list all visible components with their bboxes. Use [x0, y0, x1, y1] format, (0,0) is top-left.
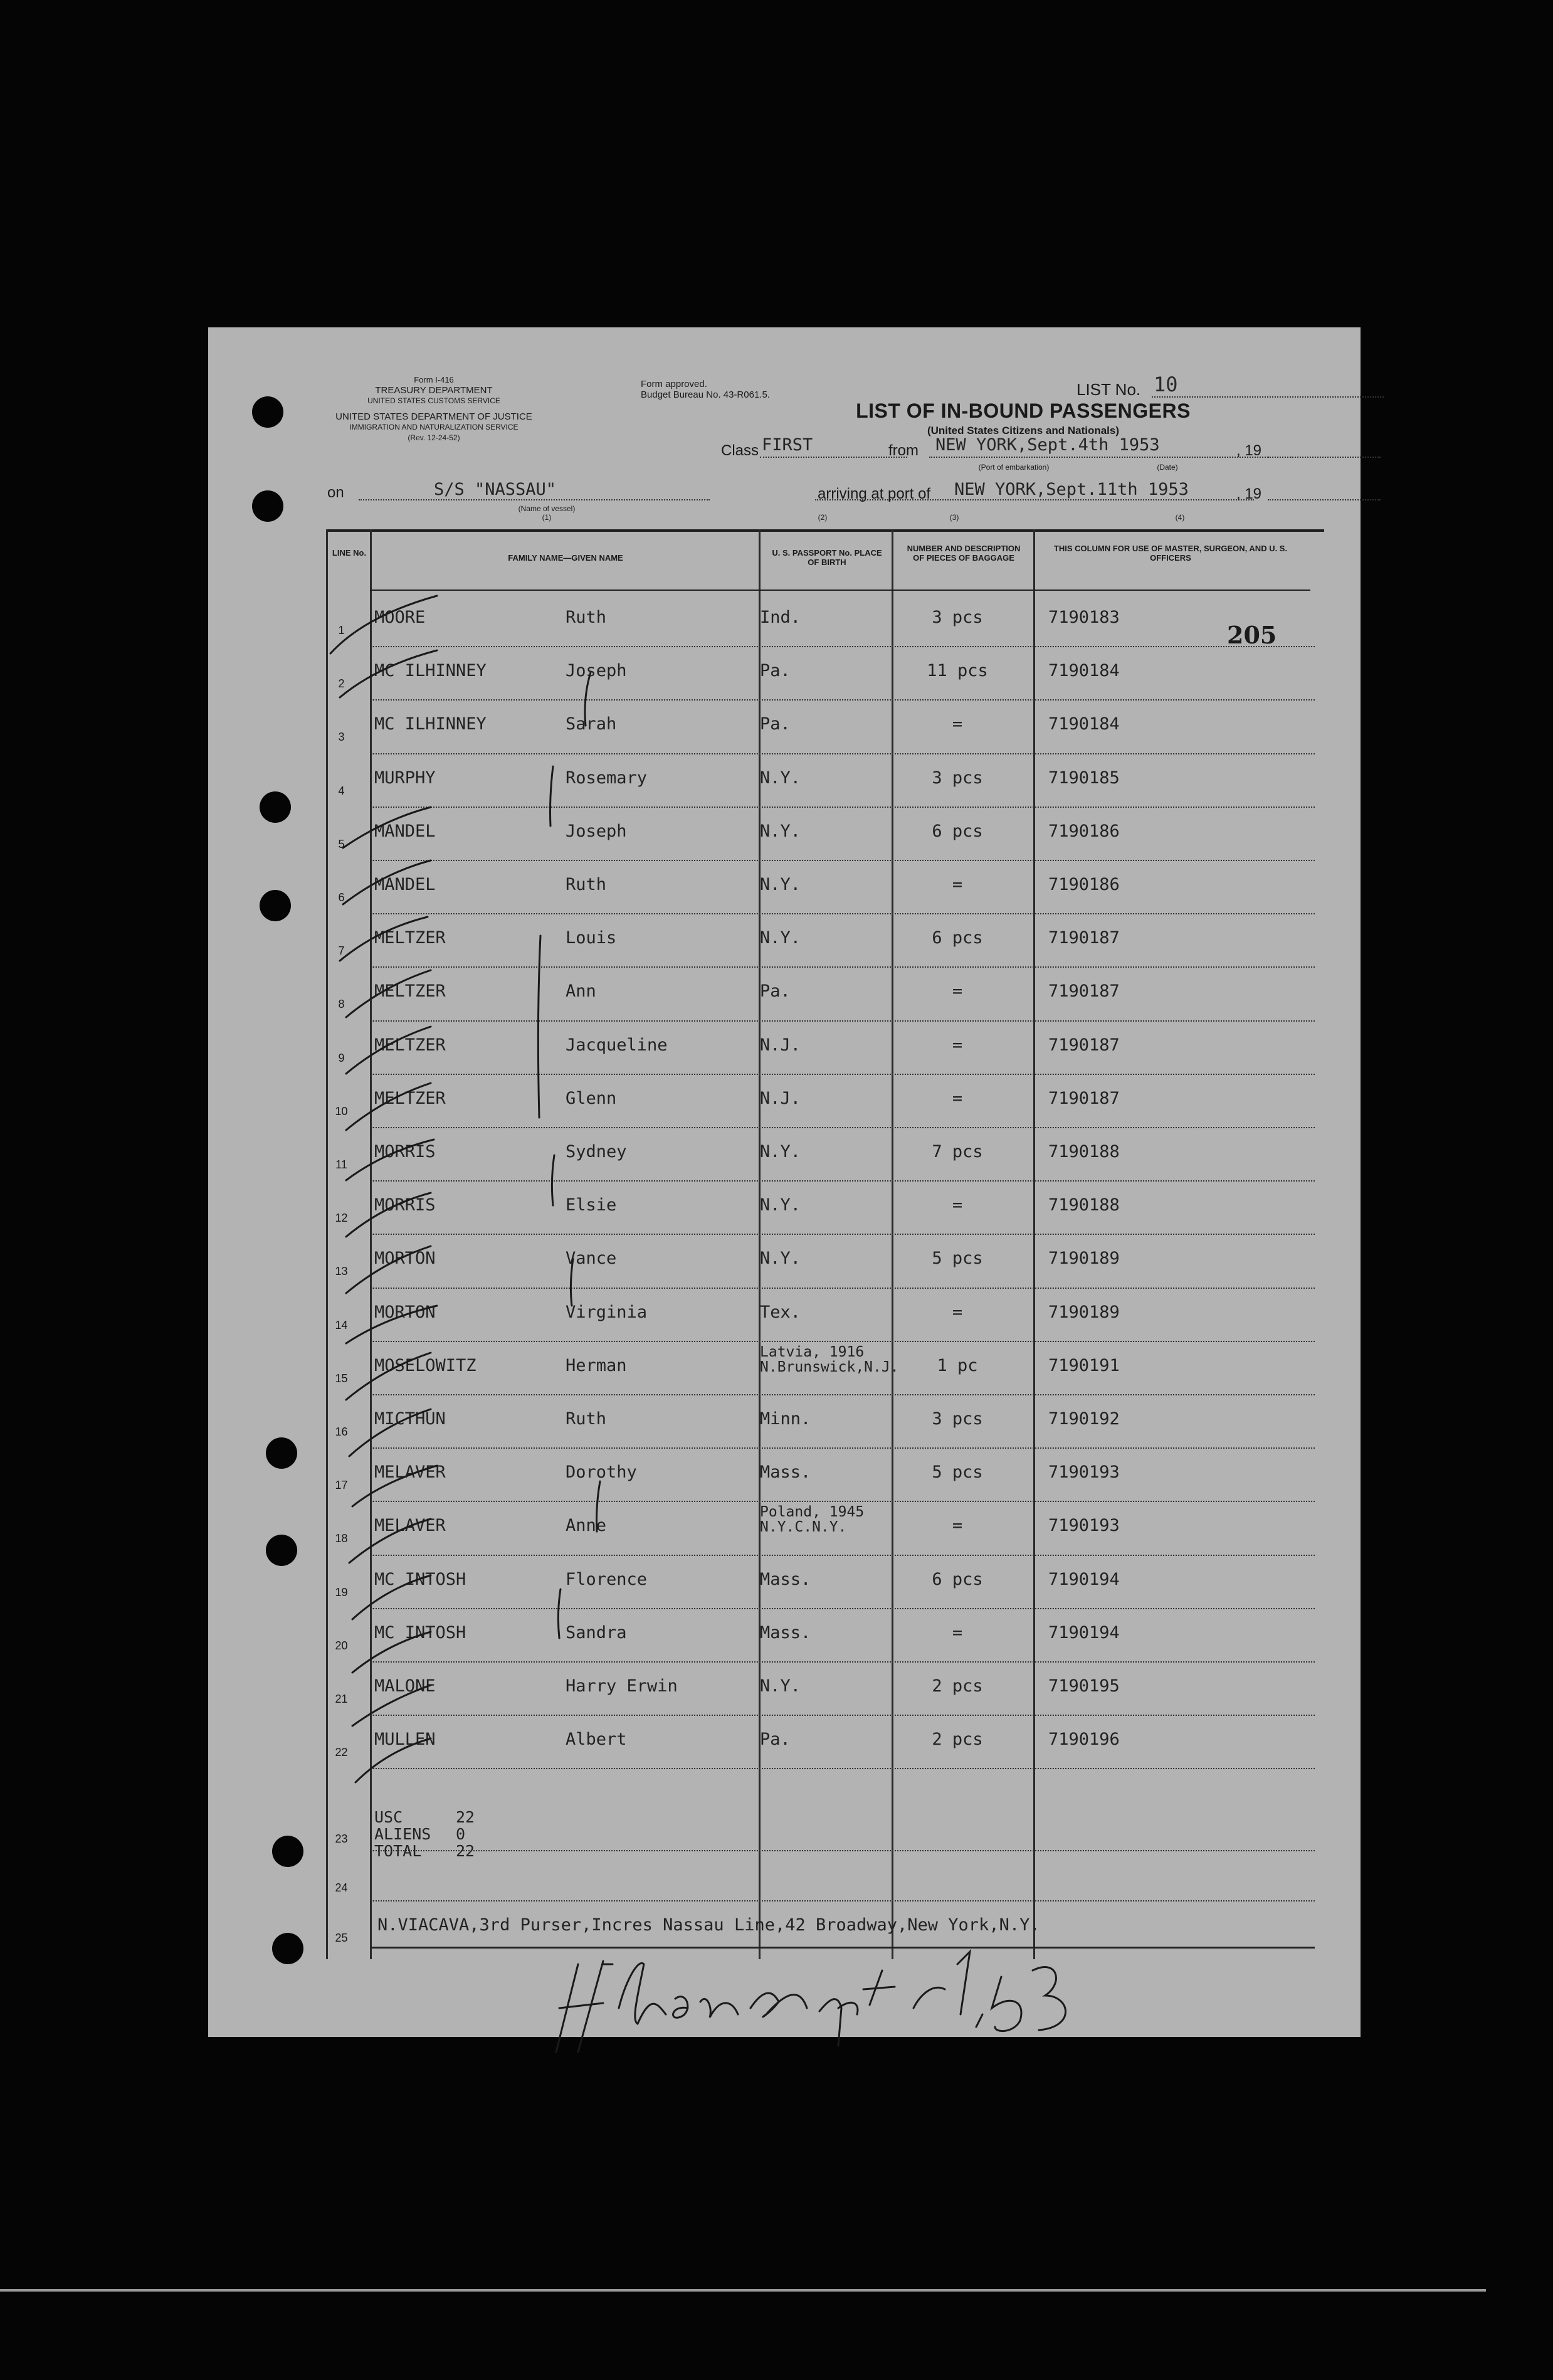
- class-value: FIRST: [762, 435, 813, 455]
- officer-number: 7190187: [1048, 981, 1120, 1002]
- officer-number: 7190188: [1048, 1142, 1120, 1161]
- baggage-count: =: [952, 1195, 963, 1215]
- line-number: 15: [335, 1372, 348, 1385]
- officer-number: 7190193: [1048, 1516, 1120, 1536]
- line-number: 1: [338, 624, 345, 637]
- line-number: 9: [338, 1051, 345, 1064]
- officer-number: 7190186: [1048, 875, 1120, 894]
- family-name: MC INTOSH: [374, 1622, 466, 1642]
- baggage-count: 7 pcs: [932, 1142, 983, 1161]
- aliens-count: 0: [456, 1825, 466, 1843]
- table-row: [338, 914, 1315, 968]
- table-row: [335, 1556, 1315, 1609]
- line-number: 24: [335, 1881, 348, 1894]
- header-name: FAMILY NAME—GIVEN NAME: [508, 553, 623, 563]
- officer-number: 7190194: [1048, 1622, 1120, 1642]
- family-name: MANDEL: [374, 821, 436, 841]
- table-row: [335, 1395, 1315, 1449]
- line-number: 19: [335, 1585, 348, 1599]
- baggage-count: =: [952, 981, 963, 1002]
- officer-number: 7190187: [1048, 1035, 1120, 1055]
- given-name: Florence: [566, 1569, 648, 1589]
- officer-number: 7190186: [1048, 821, 1120, 841]
- punch-hole: [266, 1535, 297, 1566]
- table-row: [338, 594, 1315, 647]
- baggage-count: 5 pcs: [932, 1249, 983, 1269]
- family-name: MURPHY: [374, 768, 436, 788]
- given-name: Herman: [566, 1355, 627, 1375]
- family-name: MULLEN: [374, 1730, 436, 1750]
- arriving-line: [815, 499, 1254, 500]
- given-name: Ruth: [566, 608, 607, 627]
- from-label: from: [888, 442, 919, 459]
- officer-number: 7190189: [1048, 1249, 1120, 1269]
- place-of-birth: Pa.: [760, 1730, 791, 1750]
- list-no-value: 10: [1154, 373, 1178, 396]
- baggage-count: 6 pcs: [932, 821, 983, 841]
- scan-edge: [0, 2289, 1486, 2292]
- family-name: MELTZER: [374, 928, 446, 948]
- table-row: [338, 647, 1315, 701]
- baggage-count: 3 pcs: [932, 768, 983, 788]
- place-of-birth: N.Y.: [760, 1249, 801, 1269]
- officer-number: 7190194: [1048, 1569, 1120, 1589]
- table-row: [335, 1289, 1315, 1342]
- customs-service: UNITED STATES CUSTOMS SERVICE: [367, 396, 500, 405]
- year-suffix: , 19: [1236, 442, 1262, 459]
- baggage-count: =: [952, 875, 963, 894]
- officer-number: 7190191: [1048, 1355, 1120, 1375]
- given-name: Virginia: [566, 1302, 648, 1322]
- punch-hole: [260, 791, 291, 823]
- line-number: 2: [338, 677, 345, 690]
- table-row-24: [335, 1851, 1315, 1901]
- line-number: 13: [335, 1265, 348, 1278]
- table-row-25: [335, 1901, 1315, 1949]
- place-of-birth: Poland, 1945 N.Y.C.N.Y.: [760, 1504, 865, 1536]
- punch-hole: [272, 1836, 303, 1867]
- given-name: Harry Erwin: [566, 1676, 678, 1696]
- line-number: 5: [338, 837, 345, 850]
- family-name: MORRIS: [374, 1142, 436, 1161]
- table-row: [335, 1609, 1315, 1663]
- purser-line: N.VIACAVA,3rd Purser,Incres Nassau Line,42 Broadway,New York,N.Y.: [377, 1915, 1040, 1935]
- table-row: [338, 754, 1315, 808]
- table-row: [335, 1235, 1315, 1288]
- baggage-count: =: [952, 714, 963, 734]
- form-agency-block: [315, 374, 553, 443]
- family-name: MELAVER: [374, 1462, 446, 1483]
- given-name: Vance: [566, 1249, 617, 1269]
- line-number: 12: [335, 1212, 348, 1225]
- given-name: Glenn: [566, 1088, 617, 1108]
- baggage-count: =: [952, 1088, 963, 1108]
- total-count: 22: [456, 1842, 475, 1860]
- family-name: MALONE: [374, 1676, 436, 1696]
- family-name: MORRIS: [374, 1195, 436, 1215]
- family-name: MC ILHINNEY: [374, 714, 487, 734]
- line-number: 17: [335, 1479, 348, 1492]
- baggage-count: =: [952, 1035, 963, 1055]
- column-number-2: (2): [818, 513, 828, 522]
- form-approved-text: Form approved.: [641, 379, 707, 389]
- page-subtitle: (United States Citizens and Nationals): [927, 425, 1120, 436]
- baggage-count: 2 pcs: [932, 1676, 983, 1696]
- place-of-birth: Tex.: [760, 1302, 801, 1322]
- place-of-birth: N.J.: [760, 1088, 801, 1108]
- given-name: Elsie: [566, 1195, 617, 1215]
- place-of-birth: Mass.: [760, 1462, 811, 1483]
- header-baggage: NUMBER AND DESCRIPTION OF PIECES OF BAGGAGE: [907, 544, 1021, 563]
- usc-count: 22: [456, 1808, 475, 1826]
- form-revision: (Rev. 12-24-52): [408, 433, 460, 442]
- table-top-rule: [326, 529, 1324, 532]
- table-row: [338, 968, 1315, 1021]
- family-name: MC INTOSH: [374, 1569, 466, 1589]
- table-row-23: [335, 1807, 1315, 1860]
- baggage-count: 3 pcs: [932, 608, 983, 627]
- family-name: MORTON: [374, 1249, 436, 1269]
- table-row: [338, 808, 1315, 861]
- place-of-birth: N.Y.: [760, 875, 801, 894]
- header-bottom-rule: [370, 590, 1310, 591]
- officer-number: 7190184: [1048, 661, 1120, 681]
- total-label: TOTAL: [374, 1842, 422, 1860]
- given-name: Ruth: [566, 875, 607, 894]
- given-name: Jacqueline: [566, 1035, 668, 1055]
- from-value: NEW YORK,Sept.4th 1953: [935, 435, 1160, 455]
- baggage-count: =: [952, 1516, 963, 1536]
- aliens-label: ALIENS: [374, 1825, 431, 1843]
- place-of-birth: N.Y.: [760, 928, 801, 948]
- place-of-birth: Minn.: [760, 1409, 811, 1429]
- family-name: MELTZER: [374, 981, 446, 1002]
- family-name: MOSELOWITZ: [374, 1355, 476, 1375]
- handwritten-signature: [544, 1945, 1133, 2058]
- line-number: 16: [335, 1425, 348, 1438]
- officer-number: 7190187: [1048, 928, 1120, 948]
- table-row: [338, 701, 1315, 754]
- justice-dept: UNITED STATES DEPARTMENT OF JUSTICE: [335, 411, 532, 422]
- header-passport: U. S. PASSPORT No. PLACE OF BIRTH: [772, 548, 882, 567]
- officer-number: 7190195: [1048, 1676, 1120, 1696]
- given-name: Sandra: [566, 1622, 627, 1642]
- given-name: Ann: [566, 981, 596, 1002]
- vessel-name: S/S "NASSAU": [434, 480, 557, 499]
- place-of-birth: N.Y.: [760, 1142, 801, 1161]
- given-name: Anne: [566, 1516, 607, 1536]
- table-row: [335, 1075, 1315, 1128]
- place-of-birth: N.Y.: [760, 1676, 801, 1696]
- officer-number: 7190196: [1048, 1730, 1120, 1750]
- place-of-birth: Mass.: [760, 1622, 811, 1642]
- punch-hole: [266, 1437, 297, 1469]
- form-approval: [641, 379, 835, 400]
- place-of-birth: N.Y.: [760, 768, 801, 788]
- place-of-birth: Mass.: [760, 1569, 811, 1589]
- baggage-count: 3 pcs: [932, 1409, 983, 1429]
- on-label: on: [327, 484, 344, 501]
- officer-number: 7190189: [1048, 1302, 1120, 1322]
- treasury-dept: TREASURY DEPARTMENT: [375, 385, 493, 396]
- table-row: [335, 1342, 1315, 1395]
- table-row: [335, 1449, 1315, 1502]
- arriving-label: arriving at port of: [818, 485, 931, 502]
- given-name: Joseph: [566, 661, 627, 681]
- list-no-line: [1152, 396, 1384, 398]
- baggage-count: 2 pcs: [932, 1730, 983, 1750]
- officer-number: 7190188: [1048, 1195, 1120, 1215]
- place-of-birth: Latvia, 1916 N.Brunswick,N.J.: [760, 1343, 899, 1375]
- baggage-count: 11 pcs: [927, 661, 988, 681]
- family-name: MELAVER: [374, 1516, 446, 1536]
- officer-number: 7190193: [1048, 1462, 1120, 1483]
- baggage-count: 6 pcs: [932, 1569, 983, 1589]
- table-row: [338, 1022, 1315, 1075]
- arriving-year-line: [1268, 499, 1381, 500]
- officer-number: 7190187: [1048, 1088, 1120, 1108]
- place-of-birth: Pa.: [760, 661, 791, 681]
- usc-label: USC: [374, 1808, 403, 1826]
- baggage-count: =: [952, 1622, 963, 1642]
- ins-service: IMMIGRATION AND NATURALIZATION SERVICE: [349, 423, 519, 431]
- budget-bureau: Budget Bureau No. 43-R061.5.: [641, 389, 770, 400]
- class-label: Class: [721, 442, 759, 459]
- officer-number: 7190184: [1048, 714, 1120, 734]
- family-name: MELTZER: [374, 1088, 446, 1108]
- family-name: MC ILHINNEY: [374, 661, 487, 681]
- line-number: 20: [335, 1639, 348, 1652]
- line-number: 4: [338, 784, 345, 797]
- officer-number: 7190185: [1048, 768, 1120, 788]
- class-line: [760, 457, 907, 458]
- line-number: 6: [338, 891, 345, 904]
- year-line: [1268, 457, 1381, 458]
- officer-number: 7190192: [1048, 1409, 1120, 1429]
- baggage-count: 6 pcs: [932, 928, 983, 948]
- page-stamp-number: 205: [1227, 621, 1277, 649]
- list-no-label: LIST No.: [1077, 380, 1141, 399]
- baggage-count: 5 pcs: [932, 1462, 983, 1483]
- line-number: 23: [335, 1833, 348, 1845]
- manifest-page: [208, 327, 1361, 2037]
- port-embarkation-label: (Port of embarkation): [978, 463, 1050, 472]
- family-name: MOORE: [374, 608, 426, 627]
- family-name: MANDEL: [374, 875, 436, 894]
- vessel-name-label: (Name of vessel): [518, 504, 576, 513]
- header-line-no: LINE No.: [332, 548, 367, 558]
- table-row: [335, 1663, 1315, 1716]
- family-name: MORTON: [374, 1302, 436, 1322]
- baggage-count: =: [952, 1302, 963, 1322]
- line-number: 22: [335, 1746, 348, 1759]
- officer-number: 7190183: [1048, 608, 1120, 627]
- punch-hole: [252, 396, 283, 428]
- given-name: Rosemary: [566, 768, 648, 788]
- column-number-3: (3): [949, 513, 959, 522]
- line-number: 10: [335, 1104, 348, 1118]
- baggage-count: 1 pc: [937, 1355, 978, 1375]
- header-officers: THIS COLUMN FOR USE OF MASTER, SURGEON, AND U. S. OFFICERS: [1053, 544, 1288, 563]
- form-number: Form I-416: [414, 375, 454, 384]
- given-name: Sydney: [566, 1142, 627, 1161]
- date-label: (Date): [1157, 463, 1178, 472]
- line-number: 25: [335, 1932, 348, 1944]
- arriving-year-suffix: , 19: [1236, 485, 1262, 502]
- table-row: [338, 861, 1315, 914]
- given-name: Louis: [566, 928, 617, 948]
- punch-hole: [260, 890, 291, 921]
- place-of-birth: N.Y.: [760, 1195, 801, 1215]
- place-of-birth: Pa.: [760, 981, 791, 1002]
- place-of-birth: Ind.: [760, 608, 801, 627]
- table-row: [335, 1502, 1315, 1555]
- line-number: 8: [338, 998, 345, 1011]
- vessel-line: [359, 499, 710, 500]
- punch-hole: [272, 1933, 303, 1964]
- line-number: 7: [338, 944, 345, 958]
- arriving-value: NEW YORK,Sept.11th 1953: [954, 480, 1189, 499]
- given-name: Sarah: [566, 714, 617, 734]
- given-name: Ruth: [566, 1409, 607, 1429]
- family-name: MELTZER: [374, 1035, 446, 1055]
- column-number-4: (4): [1175, 513, 1185, 522]
- table-row: [335, 1716, 1315, 1769]
- punch-hole: [252, 490, 283, 522]
- table-row: [335, 1182, 1315, 1235]
- given-name: Dorothy: [566, 1462, 637, 1483]
- line-number: 18: [335, 1532, 348, 1545]
- given-name: Albert: [566, 1730, 627, 1750]
- line-number: 11: [335, 1158, 347, 1171]
- line-number: 3: [338, 731, 345, 744]
- family-name: MICTHUN: [374, 1409, 446, 1429]
- place-of-birth: N.J.: [760, 1035, 801, 1055]
- given-name: Joseph: [566, 821, 627, 841]
- place-of-birth: Pa.: [760, 714, 791, 734]
- place-of-birth: N.Y.: [760, 821, 801, 841]
- page-title: LIST OF IN-BOUND PASSENGERS: [856, 399, 1191, 422]
- table-row: [335, 1128, 1315, 1182]
- line-number: 21: [335, 1693, 348, 1705]
- column-number-1: (1): [542, 513, 552, 522]
- line-number: 14: [335, 1318, 348, 1331]
